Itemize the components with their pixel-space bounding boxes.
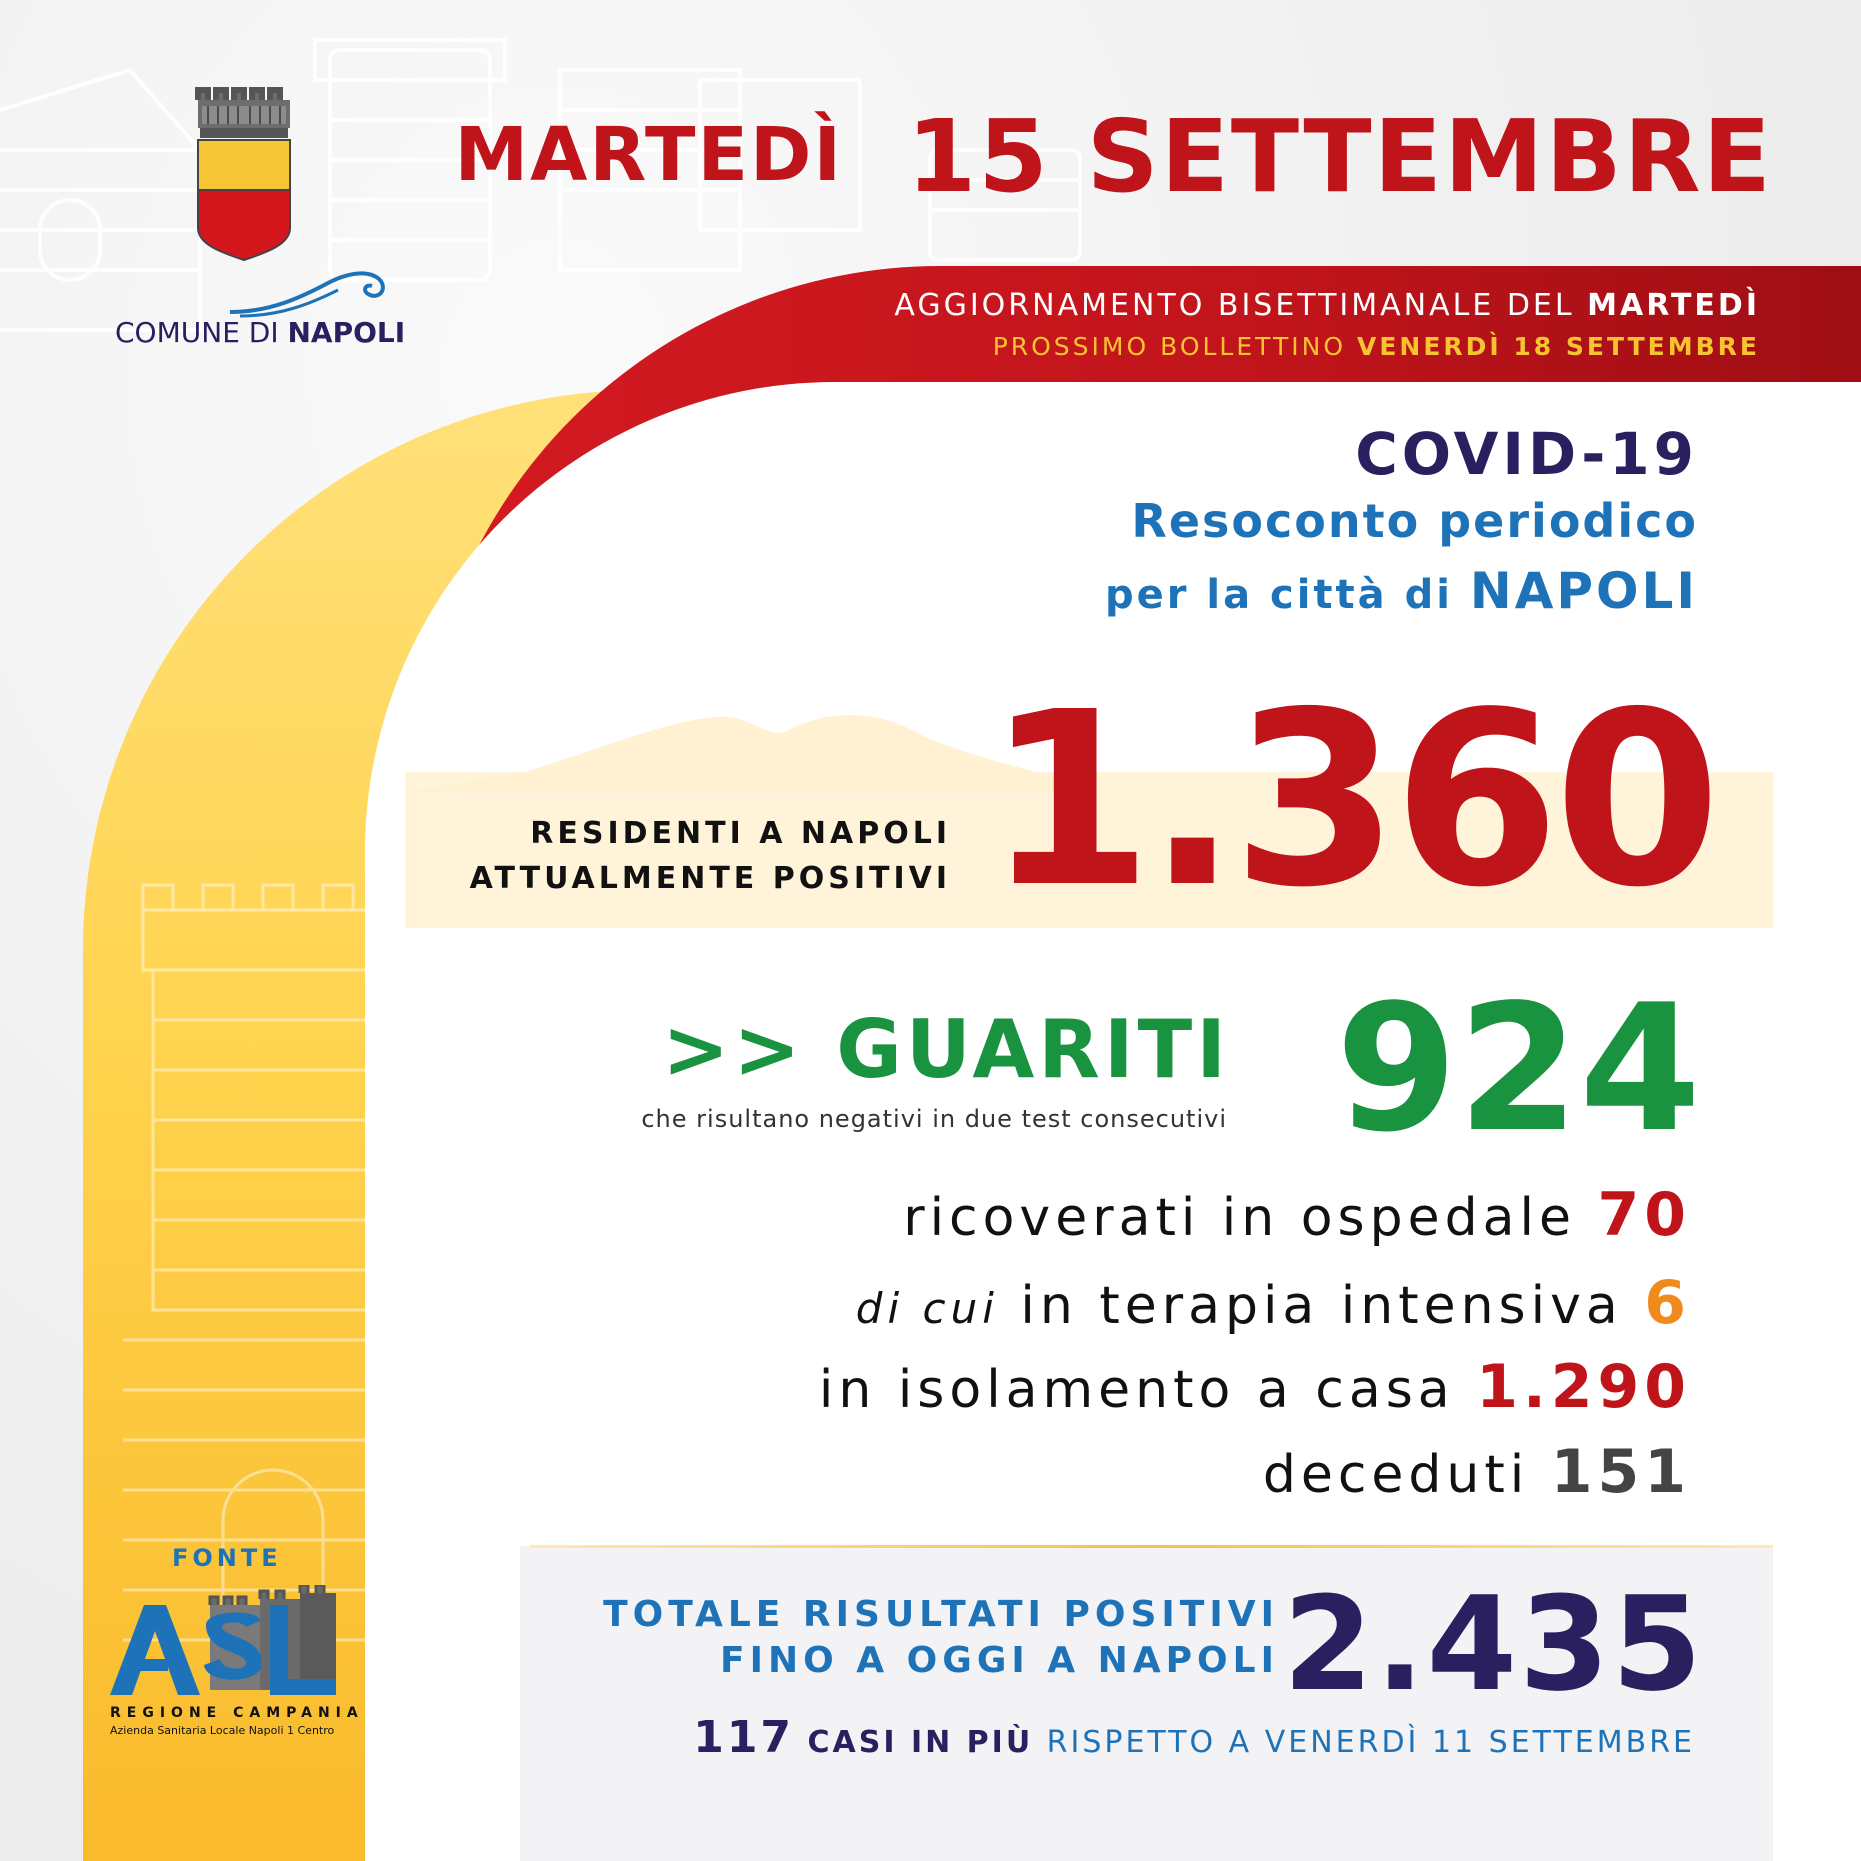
totale-value: 2.435 xyxy=(1282,1568,1704,1720)
casi-in-piu-label: CASI IN PIÙ xyxy=(794,1725,1047,1760)
header-day: MARTEDÌ xyxy=(454,112,843,198)
section-divider xyxy=(530,1545,1773,1548)
napoli-crest-icon xyxy=(190,86,298,264)
next-bulletin-text: PROSSIMO BOLLETTINO VENERDÌ 18 SETTEMBRE xyxy=(992,332,1760,361)
stat-terapia-intensiva xyxy=(856,1268,1691,1338)
comune-di-napoli-logo-text: COMUNE DI NAPOLI xyxy=(115,316,406,349)
wave-logo-icon xyxy=(230,268,390,318)
update-frequency-text: AGGIORNAMENTO BISETTIMANALE DEL MARTEDÌ xyxy=(894,288,1760,323)
asl-region-text: REGIONE CAMPANIA xyxy=(110,1705,364,1721)
stat-deceduti-value: 151 xyxy=(1550,1437,1691,1507)
totale-label-line2: FINO A OGGI A NAPOLI xyxy=(720,1640,1279,1681)
stat-isolamento-label: in isolamento a casa xyxy=(818,1360,1477,1420)
stat-terapia-label: in terapia intensiva xyxy=(998,1276,1645,1336)
report-title: COVID-19 xyxy=(1355,420,1698,488)
stat-ricoverati-value: 70 xyxy=(1597,1180,1691,1250)
fonte-label: FONTE xyxy=(172,1544,282,1572)
stat-terapia-value: 6 xyxy=(1644,1268,1691,1338)
stat-ricoverati-label: ricoverati in ospedale xyxy=(903,1188,1598,1248)
totale-label-line1: TOTALE RISULTATI POSITIVI xyxy=(603,1594,1279,1635)
casi-in-piu-number: 117 xyxy=(693,1712,795,1763)
guariti-note: che risultano negativi in due test consecutivi xyxy=(641,1105,1227,1133)
asl-logo-icon xyxy=(110,1585,340,1705)
positivi-label-line1: RESIDENTI A NAPOLI xyxy=(530,816,951,851)
stat-deceduti xyxy=(1263,1437,1691,1507)
stat-isolamento-value: 1.290 xyxy=(1476,1352,1691,1422)
positivi-label-line2: ATTUALMENTE POSITIVI xyxy=(469,861,951,896)
stat-deceduti-label: deceduti xyxy=(1262,1445,1551,1505)
stat-terapia-prefix: di cui xyxy=(855,1284,999,1333)
casi-in-piu-suffix: RISPETTO A VENERDÌ 11 SETTEMBRE xyxy=(1046,1725,1695,1760)
positivi-value: 1.360 xyxy=(985,660,1715,940)
stat-ricoverati xyxy=(903,1180,1691,1250)
stat-isolamento xyxy=(819,1352,1691,1422)
guariti-value: 924 xyxy=(1335,968,1701,1171)
report-city: per la città di NAPOLI xyxy=(1104,562,1698,620)
header-date: 15 SETTEMBRE xyxy=(906,98,1773,215)
casi-in-piu-line xyxy=(693,1712,1695,1763)
guariti-label: >> GUARITI xyxy=(662,1003,1230,1096)
report-subtitle: Resoconto periodico xyxy=(1131,494,1698,548)
asl-subtitle-text: Azienda Sanitaria Locale Napoli 1 Centro xyxy=(110,1724,335,1737)
